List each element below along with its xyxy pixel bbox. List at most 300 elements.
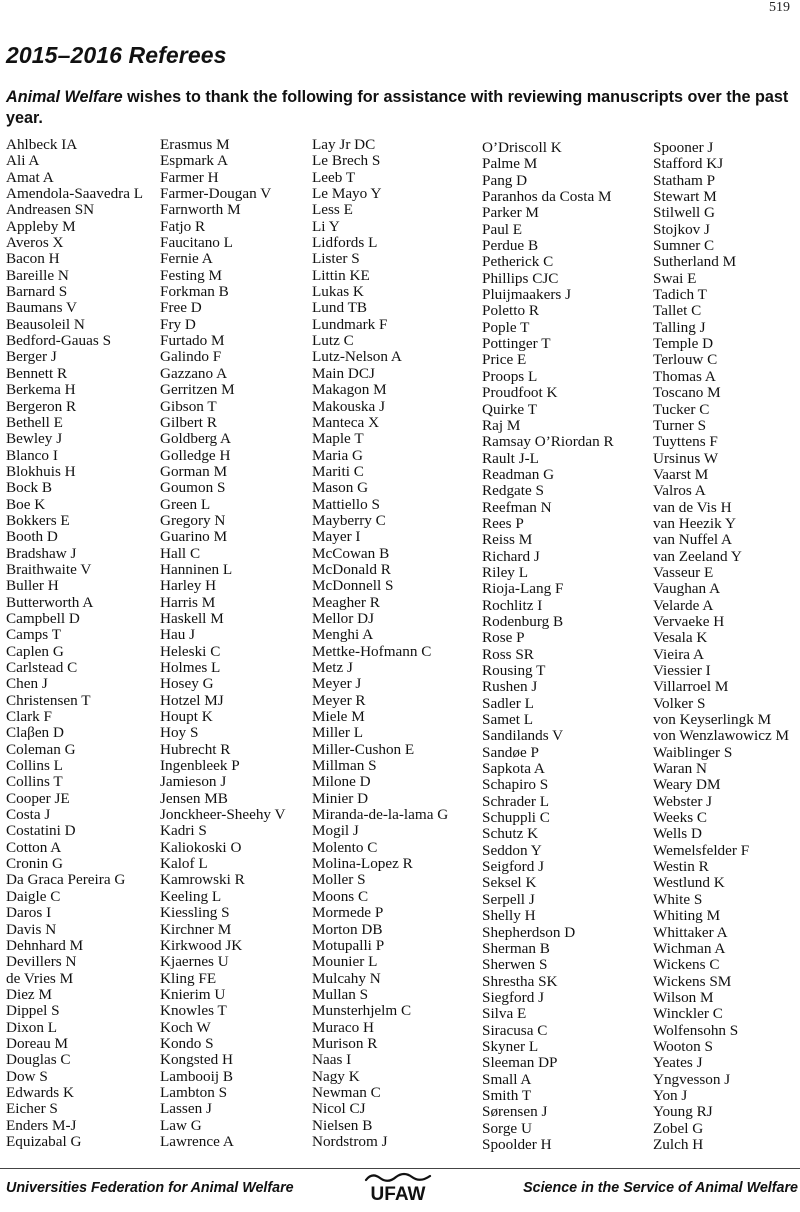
referee-name: Terlouw C: [653, 351, 718, 369]
referee-name: Bokkers E: [6, 511, 70, 529]
referee-name: McDonald R: [312, 560, 391, 578]
referee-name: Seigford J: [482, 858, 545, 876]
referee-name: Richard J: [482, 547, 540, 565]
referee-name: Andreasen SN: [6, 201, 95, 219]
referee-name: Goumon S: [160, 479, 226, 497]
referee-name: Lambton S: [160, 1083, 228, 1101]
referee-name: Milone D: [312, 773, 371, 791]
referee-name: Hotzel MJ: [160, 691, 224, 709]
referee-name: Mayberry C: [312, 511, 386, 529]
referee-name: Enders M-J: [6, 1116, 77, 1134]
referee-name: Bewley J: [6, 430, 63, 448]
referee-name: Kiessling S: [160, 904, 230, 922]
referee-name: Yngvesson J: [653, 1070, 731, 1088]
referee-name: Li Y: [312, 217, 340, 235]
referee-name: Rees P: [482, 514, 524, 532]
referee-name: Mayer I: [312, 528, 361, 546]
referee-name: Law G: [160, 1116, 202, 1134]
referee-name: Mason G: [312, 479, 369, 497]
footer-tagline: Science in the Service of Animal Welfare: [523, 1180, 798, 1196]
referee-name: Wemelsfelder F: [653, 841, 750, 859]
referee-column-2: [160, 137, 286, 1150]
referee-name: Waran N: [653, 760, 708, 778]
referee-name: Main DCJ: [312, 364, 375, 382]
referee-name: Poletto R: [482, 302, 539, 320]
referee-name: Cooper JE: [6, 789, 70, 807]
referee-name: Readman G: [482, 465, 555, 483]
referee-name: Serpell J: [482, 890, 535, 908]
referee-name: van Heezik Y: [653, 514, 736, 532]
referee-name: Wolfensohn S: [653, 1021, 739, 1039]
referee-name: Amendola-Saavedra L: [6, 185, 144, 203]
referee-column-1: [6, 137, 143, 1150]
referee-name: Haskell M: [160, 609, 224, 627]
referee-name: Coleman G: [6, 740, 76, 758]
referee-name: Gazzano A: [160, 364, 228, 382]
referee-name: Schutz K: [482, 825, 539, 843]
referee-name: Cotton A: [6, 838, 62, 856]
referee-name: Hosey G: [160, 675, 214, 693]
referee-name: Berger J: [6, 348, 57, 366]
referee-name: Kondo S: [160, 1034, 214, 1052]
referee-name: Da Graca Pereira G: [6, 871, 126, 889]
referee-name: Swai E: [653, 269, 697, 287]
referee-name: Wichman A: [653, 939, 726, 957]
referee-name: Kongsted H: [160, 1051, 233, 1069]
referee-name: Morton DB: [312, 920, 383, 938]
referee-name: Molento C: [312, 838, 378, 856]
referee-name: Motupalli P: [312, 936, 385, 954]
referee-name: Sumner C: [653, 237, 715, 255]
referee-name: Murison R: [312, 1034, 378, 1052]
referee-name: Booth D: [6, 528, 58, 546]
referee-name: Bergeron R: [6, 397, 77, 415]
referee-name: Mattiello S: [312, 495, 380, 513]
referee-name: Velarde A: [653, 596, 714, 614]
referee-name: Ross SR: [482, 645, 534, 663]
referee-name: Naas I: [312, 1051, 352, 1069]
referee-name: Parker M: [482, 204, 539, 222]
referee-name: Temple D: [653, 335, 714, 353]
referee-name: Sherman B: [482, 939, 550, 957]
referee-name: Siracusa C: [482, 1021, 548, 1039]
referee-column-4: [482, 140, 614, 1153]
referee-name: Fatjo R: [160, 217, 206, 235]
referee-name: Chen J: [6, 675, 48, 693]
referee-name: Dow S: [6, 1067, 48, 1085]
referee-name: Rousing T: [482, 662, 546, 679]
referee-name: Blokhuis H: [6, 462, 76, 480]
referee-name: Yeates J: [653, 1054, 703, 1072]
referee-name: Dixon L: [6, 1018, 58, 1036]
referee-column-5: [653, 140, 789, 1153]
referee-name: Toscano M: [653, 384, 721, 402]
referee-name: Wells D: [653, 825, 702, 843]
referee-name: Paranhos da Costa M: [482, 188, 612, 206]
referee-name: Kirchner M: [160, 920, 232, 938]
referee-name: McDonnell S: [312, 577, 394, 595]
referee-name: Makouska J: [312, 397, 385, 415]
referee-name: Baumans V: [6, 299, 78, 317]
referee-name: Spoolder H: [482, 1135, 552, 1153]
referee-name: Cronin G: [6, 855, 63, 873]
referee-name: Sapkota A: [482, 760, 545, 778]
referee-name: Erasmus M: [160, 136, 230, 153]
referee-name: Less E: [312, 201, 353, 219]
referee-name: Wooton S: [653, 1037, 713, 1055]
referee-name: Guarino M: [160, 528, 228, 546]
referee-name: Lidfords L: [312, 234, 378, 252]
referee-name: Jensen MB: [160, 789, 228, 807]
referee-name: Diez M: [6, 985, 52, 1003]
referee-name: Young RJ: [653, 1103, 713, 1121]
referee-name: Kamrowski R: [160, 871, 245, 889]
referee-name: Forkman B: [160, 283, 229, 301]
referee-name: Manteca X: [312, 413, 380, 431]
referee-name: McCowan B: [312, 544, 390, 562]
referee-name: Golledge H: [160, 446, 231, 464]
referee-name: Miller-Cushon E: [312, 740, 415, 758]
referee-name: Phillips CJC: [482, 269, 559, 287]
referee-name: Doreau M: [6, 1034, 68, 1052]
referee-name: Stojkov J: [653, 220, 710, 238]
referee-name: Nagy K: [312, 1067, 360, 1085]
intro-text: wishes to thank the following for assistance with reviewing manuscripts over the past year.: [6, 88, 789, 127]
referee-name: Sorge U: [482, 1119, 532, 1137]
ufaw-logo: [362, 1170, 434, 1206]
referee-name: Maria G: [312, 446, 364, 464]
page-number: 519: [769, 0, 790, 15]
referee-name: Viessier I: [653, 662, 711, 679]
referee-name: Ursinus W: [653, 449, 719, 467]
referee-name: O’Driscoll K: [482, 139, 562, 156]
referee-name: Jonckheer-Sheehy V: [160, 806, 286, 824]
referee-name: Free D: [160, 299, 202, 317]
referee-name: Kjaernes U: [160, 953, 229, 971]
referee-name: Le Brech S: [312, 152, 381, 170]
referee-name: Westlund K: [653, 874, 725, 892]
referee-name: Beausoleil N: [6, 315, 85, 333]
referee-name: Farnworth M: [160, 201, 241, 219]
referee-name: Smith T: [482, 1086, 532, 1104]
referee-name: Ramsay O’Riordan R: [482, 433, 614, 451]
referee-name: Maple T: [312, 430, 364, 448]
referee-name: Vieira A: [653, 645, 704, 663]
referee-name: Daigle C: [6, 887, 61, 905]
referee-name: Kadri S: [160, 822, 207, 840]
referee-name: Fernie A: [160, 250, 213, 268]
referee-name: Statham P: [653, 171, 716, 189]
referee-name: Newman C: [312, 1083, 381, 1101]
referee-name: Talling J: [653, 318, 706, 336]
referee-name: Raj M: [482, 416, 521, 434]
referee-name: Boe K: [6, 495, 46, 513]
referee-name: Vesala K: [653, 629, 708, 647]
referee-name: Caplen G: [6, 642, 64, 660]
referee-name: Stilwell G: [653, 204, 716, 222]
referee-name: Perdue B: [482, 237, 539, 255]
referee-name: van Zeeland Y: [653, 547, 742, 565]
referee-name: Mettke-Hofmann C: [312, 642, 432, 660]
referee-name: Mogil J: [312, 822, 359, 840]
referee-name: Ali A: [6, 152, 40, 170]
referee-name: Jamieson J: [160, 773, 227, 791]
referee-name: Dehnhard M: [6, 936, 84, 954]
referee-name: Kirkwood JK: [160, 936, 243, 954]
referee-name: Vervaeke H: [653, 612, 725, 630]
referee-name: Webster J: [653, 792, 713, 810]
referee-name: Lukas K: [312, 283, 364, 301]
referee-name: Weary DM: [653, 776, 721, 794]
referee-name: Green L: [160, 495, 211, 513]
referee-name: Nicol CJ: [312, 1100, 366, 1118]
referee-name: Appleby M: [6, 217, 76, 235]
referee-name: Blanco I: [6, 446, 58, 464]
referee-name: Meagher R: [312, 593, 380, 611]
referee-name: Wilson M: [653, 988, 714, 1006]
referee-name: Barnard S: [6, 283, 68, 301]
footer-organization: Universities Federation for Animal Welfare: [6, 1180, 294, 1196]
referee-name: Kaliokoski O: [160, 838, 242, 856]
referee-name: Siegford J: [482, 988, 545, 1006]
referee-name: Menghi A: [312, 626, 374, 644]
referee-name: Volker S: [653, 694, 706, 712]
referee-name: von Wenzlawowicz M: [653, 727, 789, 745]
referee-name: Kalof L: [160, 855, 208, 873]
referee-name: Braithwaite V: [6, 560, 92, 578]
referee-name: Costa J: [6, 806, 51, 824]
referee-name: Petherick C: [482, 253, 554, 271]
referee-name: Gibson T: [160, 397, 217, 415]
referee-name: von Keyserlingk M: [653, 711, 772, 729]
referee-name: Makagon M: [312, 381, 387, 399]
referee-name: Sørensen J: [482, 1103, 548, 1121]
referee-name: Reefman N: [482, 498, 552, 516]
referee-name: Pluijmaakers J: [482, 286, 572, 304]
referee-name: Proudfoot K: [482, 384, 558, 402]
referee-name: Lutz-Nelson A: [312, 348, 402, 366]
referee-name: Bedford-Gauas S: [6, 332, 112, 350]
referee-name: Davis N: [6, 920, 57, 938]
referee-name: Farmer H: [160, 168, 219, 186]
referee-name: Mellor DJ: [312, 609, 375, 627]
referee-name: Faucitano L: [160, 234, 233, 252]
referee-name: Redgate S: [482, 482, 545, 500]
referee-name: Rushen J: [482, 678, 538, 696]
referee-name: Wickens SM: [653, 972, 732, 990]
referee-name: Valros A: [653, 482, 706, 500]
referee-name: Keeling L: [160, 887, 222, 905]
referee-name: Rodenburg B: [482, 612, 564, 630]
referee-name: Mariti C: [312, 462, 364, 480]
referee-name: Festing M: [160, 266, 223, 284]
referee-name: Gerritzen M: [160, 381, 235, 399]
referee-name: Minier D: [312, 789, 369, 807]
referee-name: Gorman M: [160, 462, 228, 480]
referee-name: Stafford KJ: [653, 155, 724, 173]
referee-name: Christensen T: [6, 691, 91, 709]
referee-name: Lister S: [312, 250, 360, 268]
referee-name: Yon J: [653, 1086, 688, 1104]
referee-name: Proops L: [482, 367, 538, 385]
referee-name: Collins T: [6, 773, 63, 791]
referee-name: Koch W: [160, 1018, 211, 1036]
referee-name: Gilbert R: [160, 413, 217, 431]
referee-name: Kling FE: [160, 969, 217, 987]
referee-name: Tuyttens F: [653, 433, 718, 451]
referee-name: Lay Jr DC: [312, 136, 376, 153]
referee-name: Vaughan A: [653, 580, 721, 598]
referee-name: Reiss M: [482, 531, 533, 549]
referee-name: Furtado M: [160, 332, 225, 350]
referee-name: Bradshaw J: [6, 544, 77, 562]
referee-name: Campbell D: [6, 609, 80, 627]
referee-name: Pottinger T: [482, 335, 551, 353]
referee-name: Hau J: [160, 626, 196, 644]
referee-name: Dippel S: [6, 1002, 60, 1020]
referee-name: Riley L: [482, 563, 528, 581]
referee-name: Nordstrom J: [312, 1132, 388, 1150]
referee-name: Weeks C: [653, 809, 708, 827]
referee-name: Claβen D: [6, 724, 64, 742]
referee-name: Shelly H: [482, 907, 536, 925]
referee-name: Daros I: [6, 904, 52, 922]
referee-name: Bennett R: [6, 364, 68, 382]
referee-name: Heleski C: [160, 642, 221, 660]
referee-name: Equizabal G: [6, 1132, 82, 1150]
referee-name: Westin R: [653, 858, 709, 876]
referee-name: Hall C: [160, 544, 201, 562]
referee-name: Rose P: [482, 629, 525, 647]
referee-name: Meyer R: [312, 691, 366, 709]
referee-name: Palme M: [482, 155, 538, 173]
referee-name: Moons C: [312, 887, 369, 905]
referee-name: Moller S: [312, 871, 366, 889]
referee-name: Millman S: [312, 757, 377, 775]
referee-name: Clark F: [6, 708, 52, 726]
referee-name: Ahlbeck IA: [6, 136, 78, 153]
referee-name: Collins L: [6, 757, 63, 775]
referee-name: Goldberg A: [160, 430, 232, 448]
referee-name: Sherwen S: [482, 956, 548, 974]
referee-name: Harris M: [160, 593, 216, 611]
referee-name: Muraco H: [312, 1018, 374, 1036]
referee-name: Averos X: [6, 234, 64, 252]
referee-name: Miranda-de-la-lama G: [312, 806, 449, 824]
referee-name: Pople T: [482, 318, 530, 336]
referee-name: Galindo F: [160, 348, 222, 366]
referee-name: Hoy S: [160, 724, 199, 742]
referee-name: Leeb T: [312, 168, 356, 186]
journal-name: Animal Welfare: [6, 88, 123, 106]
referee-name: Devillers N: [6, 953, 77, 971]
page-title: 2015–2016 Referees: [6, 42, 227, 68]
referee-name: Whiting M: [653, 907, 721, 925]
referee-name: Harley H: [160, 577, 217, 595]
referee-name: Small A: [482, 1070, 532, 1088]
referee-name: Wickens C: [653, 956, 720, 974]
referee-name: Vaarst M: [653, 465, 709, 483]
referee-name: Lund TB: [312, 299, 367, 317]
referee-name: Amat A: [6, 168, 54, 186]
referee-name: Bock B: [6, 479, 52, 497]
referee-name: Le Mayo Y: [312, 185, 382, 203]
referee-name: Paul E: [482, 220, 523, 238]
referee-name: Sandilands V: [482, 727, 564, 745]
referee-name: Butterworth A: [6, 593, 94, 611]
referee-name: Seddon Y: [482, 841, 542, 859]
logo-text: UFAW: [370, 1184, 426, 1205]
referee-name: Samet L: [482, 711, 534, 729]
referee-name: Sadler L: [482, 694, 534, 712]
referee-name: Berkema H: [6, 381, 76, 399]
referee-name: Miele M: [312, 708, 365, 726]
referee-name: Spooner J: [653, 139, 714, 156]
referee-name: Nielsen B: [312, 1116, 373, 1134]
referee-name: Munsterhjelm C: [312, 1002, 412, 1020]
referee-name: Shepherdson D: [482, 923, 576, 941]
referee-name: Lambooij B: [160, 1067, 233, 1085]
referee-name: Rault J-L: [482, 449, 539, 467]
referee-name: Sleeman DP: [482, 1054, 558, 1072]
referee-name: Holmes L: [160, 659, 221, 676]
referee-name: Tadich T: [653, 286, 707, 304]
referee-name: Skyner L: [482, 1037, 539, 1055]
referee-name: White S: [653, 890, 703, 908]
referee-name: Price E: [482, 351, 527, 369]
referee-name: van Nuffel A: [653, 531, 733, 549]
referee-name: Winckler C: [653, 1005, 723, 1023]
referee-name: Edwards K: [6, 1083, 74, 1101]
referee-name: Pang D: [482, 171, 528, 189]
referee-name: Villarroel M: [653, 678, 729, 696]
referee-name: Schuppli C: [482, 809, 550, 827]
referee-name: Fry D: [160, 315, 196, 333]
referee-name: Carlstead C: [6, 659, 78, 676]
referee-name: Vasseur E: [653, 563, 714, 581]
referee-name: Silva E: [482, 1005, 527, 1023]
referee-name: Rochlitz I: [482, 596, 543, 614]
referee-name: Waiblinger S: [653, 743, 733, 761]
referee-name: Molina-Lopez R: [312, 855, 413, 873]
referee-name: van de Vis H: [653, 498, 732, 516]
intro-paragraph: [6, 87, 796, 129]
referee-name: Whittaker A: [653, 923, 728, 941]
referee-name: Douglas C: [6, 1051, 71, 1069]
referee-name: Camps T: [6, 626, 61, 644]
referee-name: Turner S: [653, 416, 707, 434]
referee-name: Rioja-Lang F: [482, 580, 564, 598]
referee-name: Lutz C: [312, 332, 354, 350]
referee-name: Thomas A: [653, 367, 716, 385]
referee-name: Lawrence A: [160, 1132, 234, 1150]
referee-name: Meyer J: [312, 675, 362, 693]
referee-name: Mormede P: [312, 904, 384, 922]
referee-name: Shrestha SK: [482, 972, 558, 990]
referee-name: Littin KE: [312, 266, 370, 284]
referee-name: Lundmark F: [312, 315, 388, 333]
referee-name: Zulch H: [653, 1135, 704, 1153]
referee-name: Schrader L: [482, 792, 550, 810]
referee-name: Hanninen L: [160, 560, 233, 578]
referee-name: Bareille N: [6, 266, 69, 284]
referee-name: Ingenbleek P: [160, 757, 240, 775]
referee-name: Sandøe P: [482, 743, 539, 761]
referee-name: Costatini D: [6, 822, 76, 840]
referee-name: Hubrecht R: [160, 740, 231, 758]
referee-name: Sutherland M: [653, 253, 737, 271]
footer-divider: [0, 1168, 800, 1169]
